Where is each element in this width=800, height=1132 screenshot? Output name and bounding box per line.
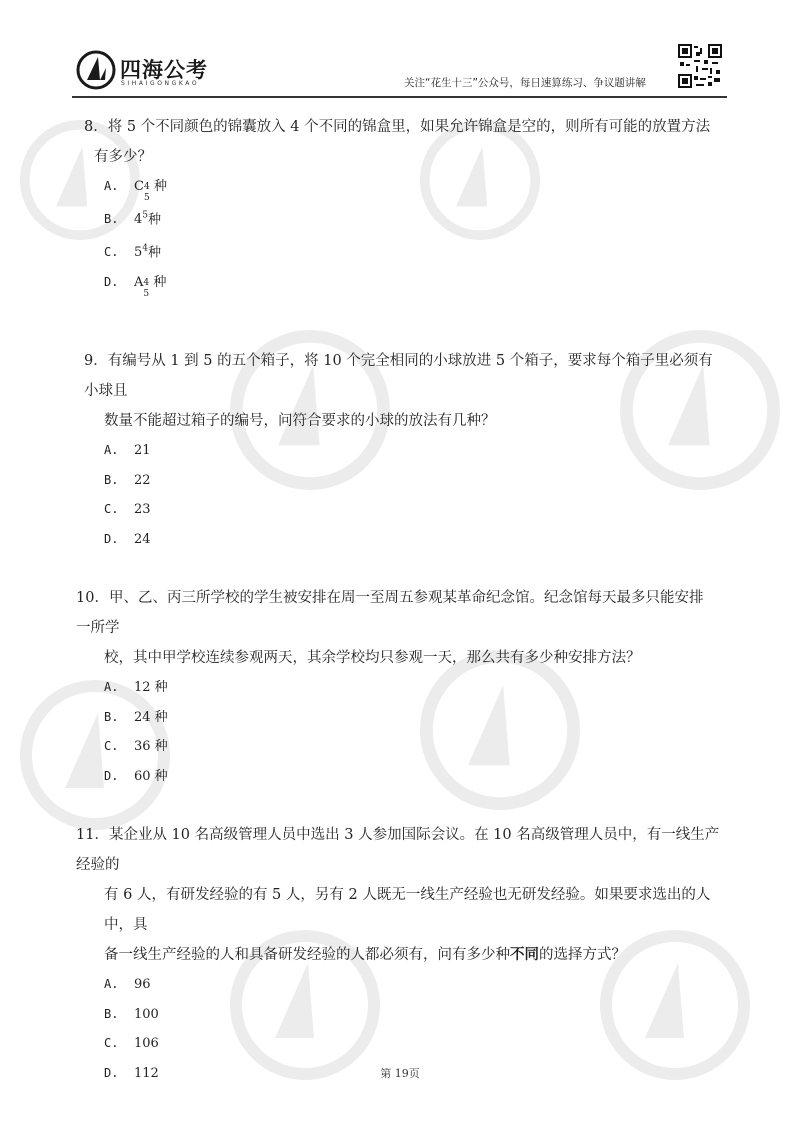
qr-code-icon bbox=[678, 44, 722, 88]
option-c: C. 23 bbox=[104, 502, 151, 518]
option-a: A. 96 bbox=[104, 977, 151, 992]
option-d: D. 60 种 bbox=[104, 769, 168, 785]
option-c: C. 36 种 bbox=[104, 739, 168, 755]
option-d: D. 24 bbox=[104, 532, 151, 548]
question-number: 10． bbox=[76, 590, 109, 606]
question-text: 9．有编号从 1 到 5 的五个箱子，将 10 个完全相同的小球放进 5 个箱子，要求每个箱子里必须有小球且 bbox=[84, 346, 724, 406]
option-a: A. 21 bbox=[104, 443, 151, 458]
question-8 bbox=[84, 112, 724, 297]
option-b: B. 100 bbox=[104, 1006, 159, 1022]
page-header bbox=[0, 0, 800, 100]
option-d: D. 112 bbox=[104, 1066, 159, 1082]
brand-subtitle: SIHAIGONGKAO bbox=[121, 80, 200, 87]
question-text: 10．甲、乙、丙三所学校的学生被安排在周一至周五参观某革命纪念馆。纪念馆每天最多只能安排一所学 bbox=[76, 583, 716, 643]
question-text: 有 6 人，有研发经验的有 5 人，另有 2 人既无一线生产经验也无研发经验。如果要求选出的人中，具 bbox=[104, 887, 711, 933]
question-text: 备一线生产经验的人和具备研发经验的人都必须有，问有多少种不同的选择方式？ bbox=[104, 946, 626, 963]
question-10 bbox=[76, 583, 716, 792]
question-number: 9． bbox=[84, 353, 108, 369]
question-number: 8． bbox=[84, 119, 108, 135]
option-b: B. 22 bbox=[104, 472, 151, 488]
brand-logo-icon bbox=[76, 50, 116, 90]
question-text: 校，其中甲学校连续参观两天，其余学校均只参观一天，那么共有多少种安排方法？ bbox=[104, 650, 641, 666]
option-c: C. 106 bbox=[104, 1036, 159, 1052]
page-number: 第 19页 bbox=[380, 1067, 420, 1080]
question-text: 数量不能超过箱子的编号，问符合要求的小球的放法有几种？ bbox=[104, 413, 496, 429]
question-11 bbox=[76, 820, 726, 1089]
question-text: 11．某企业从 10 名高级管理人员中选出 3 人参加国际会议。在 10 名高级管理人员中，有一线生产经验的 bbox=[76, 820, 726, 880]
brand-name: 四海公考 bbox=[120, 58, 208, 82]
question-text: 有多少？ bbox=[94, 149, 152, 165]
question-9 bbox=[84, 346, 724, 555]
option-c: C. $5^4$种 bbox=[104, 243, 162, 261]
option-a: A. 12 种 bbox=[104, 680, 168, 695]
option-b: B. 24 种 bbox=[104, 709, 168, 725]
question-text: 8．将 5 个不同颜色的锦囊放入 4 个不同的锦盒里，如果允许锦盒是空的，则所有可能的放置方法 bbox=[84, 112, 724, 142]
option-d: D. A 4 5 种 bbox=[104, 274, 167, 299]
option-b: B. $4^5$种 bbox=[104, 210, 162, 228]
header-slogan: 关注“花生十三”公众号，每日速算练习、争议题讲解 bbox=[404, 77, 646, 89]
option-a: A. C 4 5 种 bbox=[104, 179, 167, 203]
emphasis-text: 不同 bbox=[510, 946, 539, 963]
question-number: 11． bbox=[76, 827, 109, 843]
header-divider bbox=[72, 96, 727, 98]
